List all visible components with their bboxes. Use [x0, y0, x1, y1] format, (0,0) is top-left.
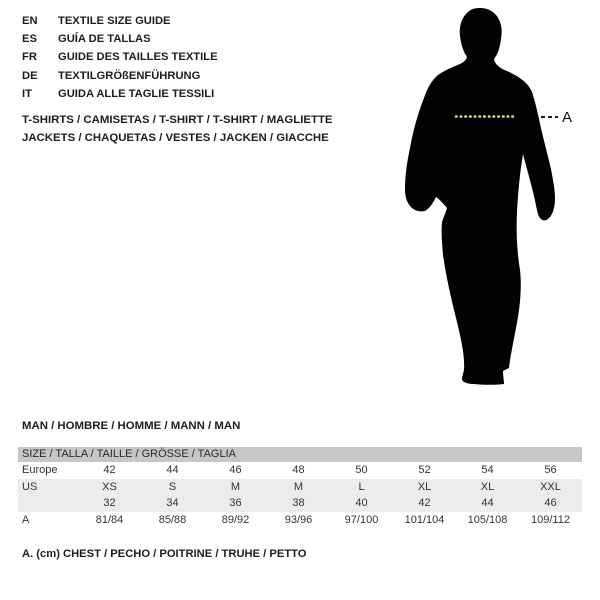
table-cell: 34	[166, 497, 179, 509]
language-row	[22, 67, 218, 85]
table-cell: 81/84	[95, 513, 124, 526]
row-label: A	[22, 513, 30, 526]
size-table	[18, 447, 582, 528]
table-cell: 36	[229, 497, 242, 509]
table-cell: 38	[292, 497, 305, 509]
garment-categories	[22, 111, 333, 148]
row-label	[18, 495, 78, 512]
language-row	[22, 85, 218, 103]
table-cell: 93/96	[284, 513, 313, 526]
table-cell: 105/108	[467, 513, 508, 526]
table-cell: S	[168, 480, 177, 493]
section-title: MAN / HOMBRE / HOMME / MANN / MAN	[22, 420, 241, 432]
table-cell: 54	[481, 464, 494, 476]
language-code: DE	[22, 69, 38, 82]
table-cell: 42	[418, 497, 431, 509]
table-cell: 48	[292, 464, 305, 476]
language-code: ES	[22, 33, 37, 46]
category-line-tshirts: T-SHIRTS / CAMISETAS / T-SHIRT / T-SHIRT / MAGLIETTE	[22, 114, 333, 126]
table-cell: 109/112	[531, 513, 570, 526]
table-cell: M	[293, 480, 304, 493]
table-row-us	[18, 479, 582, 496]
table-cell: M	[230, 480, 241, 493]
table-cell: 46	[229, 464, 242, 476]
table-cell: 97/100	[344, 513, 379, 526]
man-silhouette-figure	[400, 0, 585, 410]
size-table-header: SIZE / TALLA / TAILLE / GRÖSSE / TAGLIA	[18, 447, 582, 462]
language-label: TEXTILE SIZE GUIDE	[58, 15, 171, 27]
category-line-jackets: JACKETS / CHAQUETAS / VESTES / JACKEN / GIACCHE	[22, 132, 329, 145]
man-silhouette	[405, 8, 555, 385]
language-code: IT	[22, 87, 32, 100]
language-label: GUIDA ALLE TAGLIE TESSILI	[58, 87, 215, 100]
measurement-footnote: A. (cm) CHEST / PECHO / POITRINE / TRUHE / PETTO	[22, 548, 307, 560]
table-cell: XXL	[540, 480, 561, 493]
row-label: Europe	[22, 464, 58, 476]
language-row	[22, 48, 218, 66]
language-label: GUIDE DES TAILLES TEXTILE	[58, 51, 218, 64]
table-cell: 85/88	[158, 513, 187, 526]
language-row	[22, 12, 218, 30]
measure-label-a: A	[562, 109, 573, 126]
table-cell: 46	[544, 497, 557, 509]
table-cell: XL	[417, 480, 432, 493]
language-label: TEXTILGRÖßENFÜHRUNG	[58, 69, 201, 82]
table-row-europe	[18, 462, 582, 479]
table-cell: 40	[355, 497, 368, 509]
table-cell: 44	[481, 497, 494, 509]
table-row-chest-a	[18, 512, 582, 529]
language-label: GUÍA DE TALLAS	[58, 33, 151, 46]
language-row	[22, 30, 218, 48]
table-cell: 101/104	[404, 513, 445, 526]
table-cell: XS	[102, 480, 117, 493]
table-row-numeric	[18, 495, 582, 512]
table-cell: 44	[166, 464, 179, 476]
table-cell: 89/92	[221, 513, 250, 526]
table-cell: L	[358, 480, 365, 493]
language-code: EN	[22, 15, 38, 27]
table-cell: 42	[103, 464, 116, 476]
table-cell: 52	[418, 464, 431, 476]
table-cell: XL	[480, 480, 495, 493]
table-cell: 32	[103, 497, 116, 509]
table-cell: 56	[544, 464, 557, 476]
table-cell: 50	[355, 464, 368, 476]
language-code: FR	[22, 51, 37, 64]
language-list	[22, 12, 218, 103]
row-label: US	[22, 480, 38, 493]
